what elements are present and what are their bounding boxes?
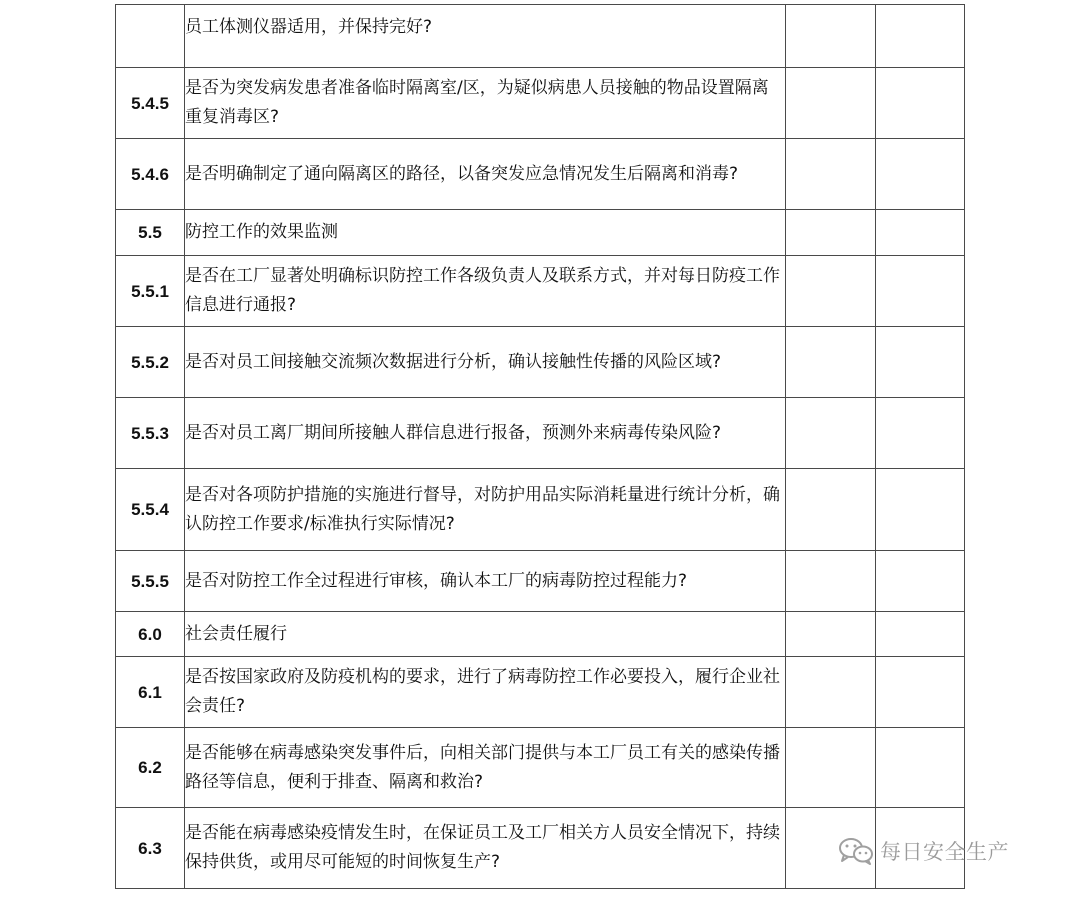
empty-cell [876, 139, 965, 210]
item-number: 5.5.4 [116, 469, 185, 551]
empty-cell [786, 728, 876, 808]
empty-cell [786, 68, 876, 139]
table-row [116, 469, 965, 551]
item-number [116, 5, 185, 68]
empty-cell [876, 657, 965, 728]
empty-cell [786, 5, 876, 68]
wechat-icon [838, 837, 874, 865]
item-text: 是否能在病毒感染疫情发生时，在保证员工及工厂相关方人员安全情况下，持续保持供货，或用尽可能短的时间恢复生产? [185, 808, 786, 889]
watermark [838, 836, 1009, 866]
item-number: 5.5.5 [116, 551, 185, 612]
item-text: 是否对各项防护措施的实施进行督导，对防护用品实际消耗量进行统计分析，确认防控工作要求/标准执行实际情况? [185, 469, 786, 551]
table-row [116, 5, 965, 68]
empty-cell [876, 256, 965, 327]
table-row [116, 210, 965, 256]
item-text: 员工体测仪器适用，并保持完好? [185, 5, 786, 68]
item-number: 5.5.2 [116, 327, 185, 398]
watermark-text: 每日安全生产 [880, 840, 1009, 864]
empty-cell [876, 728, 965, 808]
empty-cell [786, 139, 876, 210]
item-text: 是否能够在病毒感染突发事件后，向相关部门提供与本工厂员工有关的感染传播路径等信息，便利于排查、隔离和救治? [185, 728, 786, 808]
empty-cell [786, 469, 876, 551]
table-row [116, 612, 965, 657]
empty-cell [876, 327, 965, 398]
item-number: 6.2 [116, 728, 185, 808]
item-text: 是否对防控工作全过程进行审核，确认本工厂的病毒防控过程能力? [185, 551, 786, 612]
empty-cell [876, 398, 965, 469]
item-text: 是否明确制定了通向隔离区的路径，以备突发应急情况发生后隔离和消毒? [185, 139, 786, 210]
table-row [116, 551, 965, 612]
item-text: 是否为突发病发患者准备临时隔离室/区，为疑似病患人员接触的物品设置隔离重复消毒区? [185, 68, 786, 139]
item-text: 是否对员工间接触交流频次数据进行分析，确认接触性传播的风险区域? [185, 327, 786, 398]
table-row [116, 68, 965, 139]
item-text: 是否在工厂显著处明确标识防控工作各级负责人及联系方式，并对每日防疫工作信息进行通报? [185, 256, 786, 327]
empty-cell [876, 5, 965, 68]
empty-cell [786, 256, 876, 327]
item-number: 6.1 [116, 657, 185, 728]
table-row [116, 728, 965, 808]
section-title: 防控工作的效果监测 [185, 210, 786, 256]
table-row [116, 657, 965, 728]
item-number: 6.0 [116, 612, 185, 657]
empty-cell [786, 657, 876, 728]
item-number: 5.5.1 [116, 256, 185, 327]
item-number: 5.4.6 [116, 139, 185, 210]
empty-cell [876, 469, 965, 551]
item-number: 5.5.3 [116, 398, 185, 469]
item-text: 是否对员工离厂期间所接触人群信息进行报备，预测外来病毒传染风险? [185, 398, 786, 469]
empty-cell [876, 68, 965, 139]
item-text: 是否按国家政府及防疫机构的要求，进行了病毒防控工作必要投入，履行企业社会责任? [185, 657, 786, 728]
empty-cell [786, 210, 876, 256]
table-row [116, 256, 965, 327]
item-number: 6.3 [116, 808, 185, 889]
empty-cell [786, 612, 876, 657]
checklist-table [115, 4, 965, 889]
empty-cell [876, 612, 965, 657]
empty-cell [786, 327, 876, 398]
empty-cell [876, 210, 965, 256]
table-row [116, 139, 965, 210]
table-row [116, 327, 965, 398]
empty-cell [786, 398, 876, 469]
empty-cell [786, 551, 876, 612]
table-row [116, 398, 965, 469]
empty-cell [876, 551, 965, 612]
item-number: 5.4.5 [116, 68, 185, 139]
item-number: 5.5 [116, 210, 185, 256]
section-title: 社会责任履行 [185, 612, 786, 657]
